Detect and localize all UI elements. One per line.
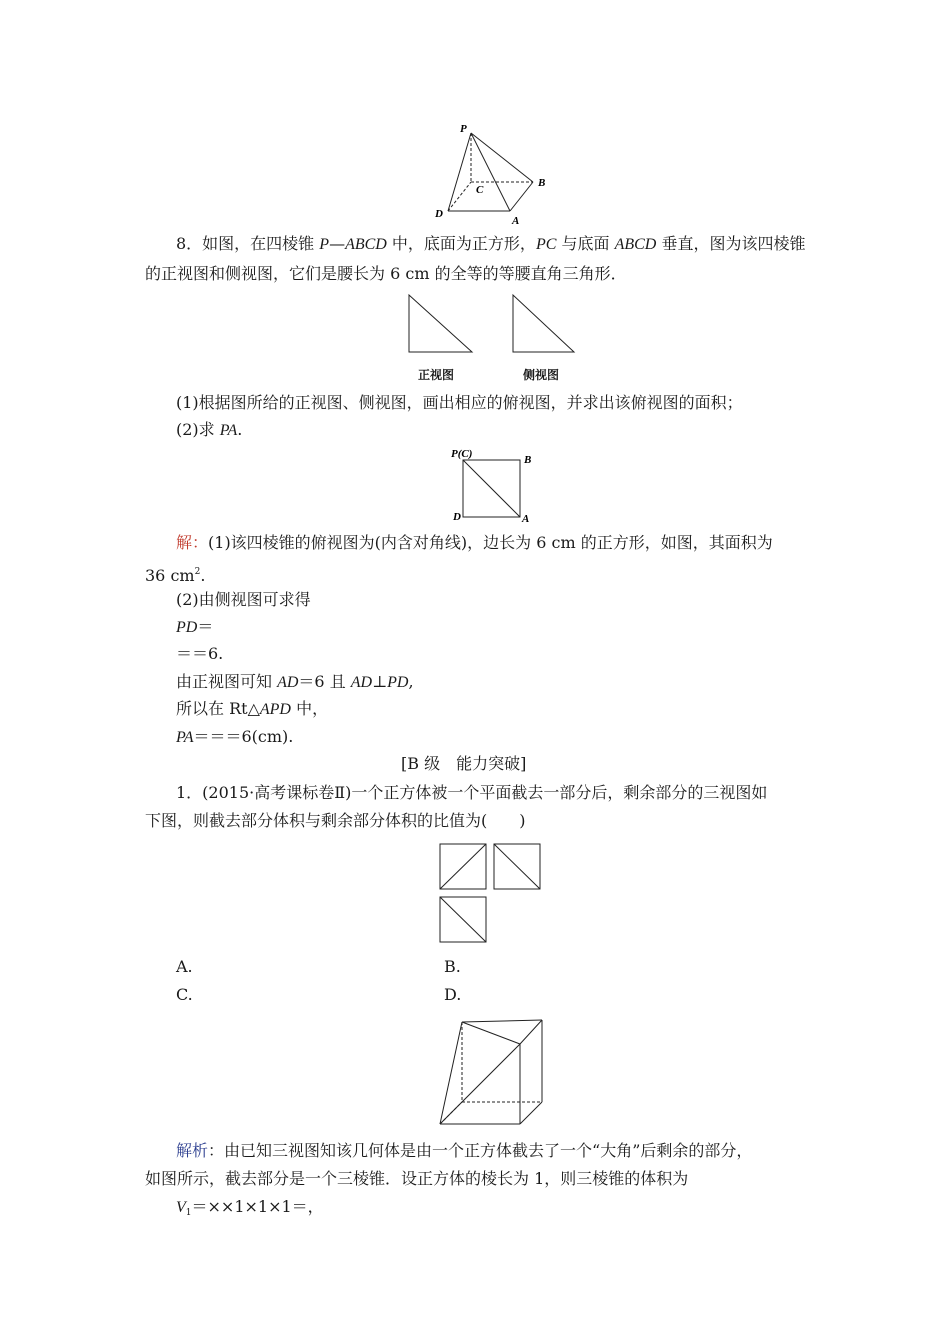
label-a2: A — [522, 513, 530, 524]
label-c: C — [476, 184, 484, 196]
analysis-label: 解析 — [176, 1141, 209, 1160]
solution8-line6: 由正视图可知 AD＝6 且 AD⊥PD, — [176, 672, 414, 691]
solution1-line1: 解析：由已知三视图知该几何体是由一个正方体截去了一个“大角”后剩余的部分， — [176, 1141, 753, 1160]
solution8-line2: 36 $cm^2$. — [145, 566, 206, 585]
front-view-figure — [405, 292, 477, 356]
front-view-caption: 正视图 — [418, 368, 455, 382]
label-d2: D — [453, 511, 461, 523]
problem8-line1: 8．如图，在四棱锥 P—ABCD 中，底面为正方形，PC 与底面 ABCD 垂直，图为该四棱锥 — [176, 234, 806, 253]
problem8-q2: (2)求 PA. — [176, 420, 243, 439]
option-d: D. — [444, 985, 462, 1004]
label-pc: P(C) — [451, 448, 473, 460]
solution8-line7: 所以在 Rt△APD 中， — [176, 699, 329, 718]
solution8-line5: ＝＝6. — [176, 644, 224, 663]
side-view-caption: 侧视图 — [523, 368, 560, 382]
pyramid-figure — [430, 118, 560, 226]
option-b: B. — [444, 957, 461, 976]
problem1-line2: 下图，则截去部分体积与剩余部分体积的比值为( ) — [145, 811, 526, 830]
section-b-heading: [B 级 能力突破] — [401, 754, 527, 773]
solution1-line2: 如图所示，截去部分是一个三棱锥．设正方体的棱长为 1，则三棱锥的体积为 — [145, 1169, 689, 1188]
label-b: B — [538, 177, 546, 189]
option-c: C. — [176, 985, 193, 1004]
solution1-line3: $V_1=\times\times 1\times 1\times 1=$， — [176, 1197, 324, 1218]
option-a: A. — [176, 957, 193, 976]
problem8-line2: 的正视图和侧视图，它们是腰长为 6 cm 的全等的等腰直角三角形． — [145, 264, 627, 283]
solution8-line3: (2)由侧视图可求得 — [176, 590, 311, 609]
solution8-line1: 解：(1)该四棱锥的俯视图为(内含对角线)，边长为 6 cm 的正方形，如图，其面积为 — [176, 533, 773, 552]
solution8-line8: PA＝＝＝6(cm). — [176, 727, 294, 746]
label-p: P — [460, 123, 467, 135]
problem8-q1: (1)根据图所给的正视图、侧视图，画出相应的俯视图，并求出该俯视图的面积； — [176, 393, 743, 412]
top-view-figure — [448, 446, 538, 524]
side-view-figure — [508, 292, 580, 356]
solution-label: 解： — [176, 533, 209, 552]
problem1-line1: 1．(2015·高考课标卷Ⅱ)一个正方体被一个平面截去一部分后，剩余部分的三视图如 — [176, 783, 768, 802]
cut-cube-figure — [436, 1014, 550, 1128]
label-b2: B — [524, 454, 532, 466]
solution8-line4: PD＝ — [176, 617, 214, 636]
three-views-figure — [436, 840, 546, 948]
label-a: A — [512, 215, 520, 226]
label-d: D — [435, 208, 443, 220]
